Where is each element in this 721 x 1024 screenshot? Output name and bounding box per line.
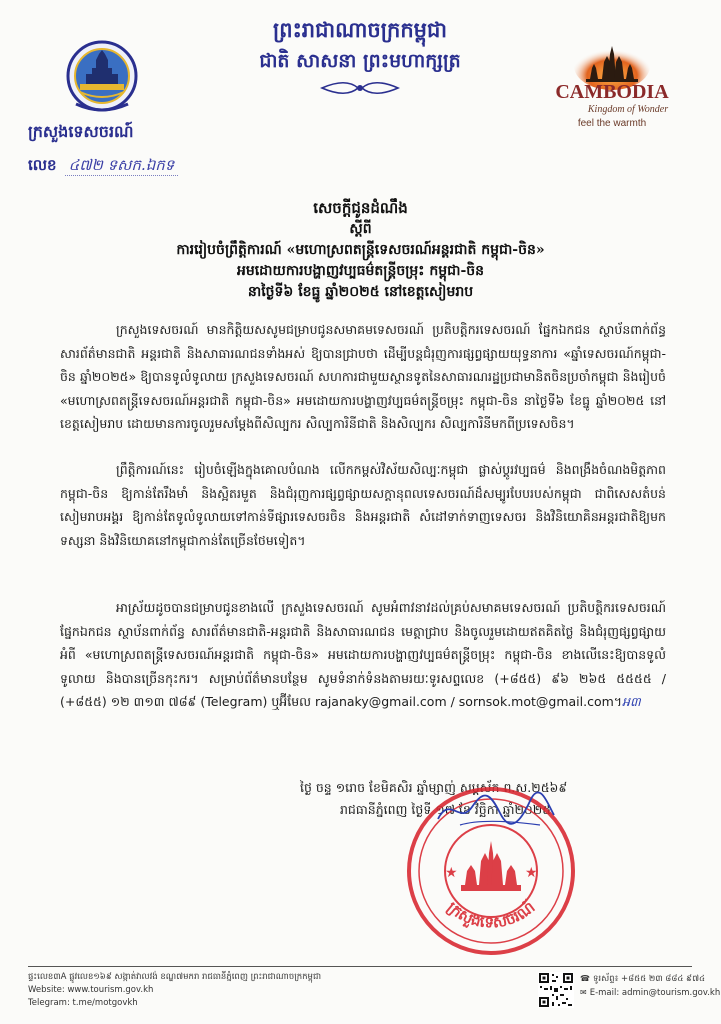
ministry-seal-icon bbox=[66, 40, 138, 116]
notice-subject-label: ស្ដីពី bbox=[349, 221, 372, 237]
footer-phone: ទូរស័ព្ទ៖ +៨៥៥ ២៣ ៨៨៤ ៩៧៤ bbox=[593, 974, 706, 984]
ornament-divider-icon bbox=[320, 80, 400, 96]
svg-text:★: ★ bbox=[525, 865, 538, 881]
svg-text:★: ★ bbox=[445, 865, 458, 881]
notice-subject-line-1: ការរៀបចំព្រឹត្តិការណ៍ «មហោស្រពតន្ត្រីទេសចរណ៍អន្តរជាតិ កម្ពុជា-ចិន» bbox=[176, 242, 545, 258]
contact-email-2[interactable]: sornsok.mot@gmail.com bbox=[458, 694, 614, 709]
footer-website[interactable]: Website: www.tourism.gov.kh bbox=[28, 985, 154, 995]
notice-title-block bbox=[40, 198, 681, 303]
brand-tagline-1: Kingdom of Wonder bbox=[587, 104, 669, 115]
svg-text:ក្រសួងទេសចរណ៍ bbox=[444, 897, 539, 932]
qr-code-icon bbox=[538, 972, 574, 1008]
lunar-date: ថ្ងៃ ចន្ទ ១រោច ខែមិគសិរ ឆ្នាំម្សាញ់ សប្តស័ក ព.ស.២៥៦៩ bbox=[300, 780, 568, 795]
ministry-name: ក្រសួងទេសចរណ៍ bbox=[28, 122, 134, 141]
reference-label: លេខ bbox=[28, 156, 57, 174]
notice-title: សេចក្ដីជូនដំណឹង bbox=[313, 199, 408, 217]
footer-email-row bbox=[580, 986, 721, 1000]
reference-value: ៤៧២ ទសក.ឯកទ bbox=[65, 155, 179, 176]
notice-subject-line-2: អមដោយការបង្ហាញវប្បធម៌តន្ត្រីចម្រុះ កម្ពុជា-ចិន bbox=[236, 263, 485, 279]
footer-divider bbox=[28, 966, 692, 967]
footer-address: ផ្ទះលេខ៣A ផ្លូវលេខ១៦៩ សង្កាត់វាលវង់ ខណ្ឌ៧មករា រាជធានីភ្នំពេញ ព្រះរាជាណាចក្រកម្ពុជា bbox=[28, 972, 322, 982]
kingdom-heading: ព្រះរាជាណាចក្រកម្ពុជា bbox=[272, 17, 447, 42]
solar-date-place: រាជធានីភ្នំពេញ ថ្ងៃទី ១៧ ខែ វិច្ឆិកា ឆ្នាំ២០២៥ bbox=[340, 802, 552, 817]
footer-email[interactable]: E-mail: admin@tourism.gov.kh bbox=[589, 988, 721, 998]
email-separator: / bbox=[446, 694, 459, 709]
contact-email-1[interactable]: rajanaky@gmail.com bbox=[315, 694, 447, 709]
footer-contact-right bbox=[580, 972, 721, 1000]
footer-phone-row bbox=[580, 972, 710, 986]
reference-number bbox=[28, 155, 288, 176]
body-paragraph-3-text: អាស្រ័យដូចបានជម្រាបជូនខាងលើ ក្រសួងទេសចរណ៍ សូមអំពាវនាវដល់គ្រប់សមាគមទេសចរណ៍ ប្រតិបត្តិករទេសចរណ៍ ផ្នែកឯកជន ស្ថាប័នពាក់ព័ន្ធ សារព័ត៌មានជាតិ-អន្តរជាតិ និងសាធារណជន មេត្តាជ្រាប និងចូលរួមដោយឥតគិតថ្លៃ និងជំរុញផ្សព្វផ្សាយអំពី «មហោស្រពតន្ត្រីទេសចរណ៍អន្តរជាតិ កម្ពុជា-ចិន» អមដោយការបង្ហាញវប្បធម៌តន្ត្រីចម្រុះ កម្ពុជា-ចិន ខាងលើនេះឱ្យបានទូលំទូលាយ និងបានច្រើនកុះករ។ សម្រាប់ព័ត៌មានបន្ថែម សូមទំនាក់ទំនងតាមរយៈទូរសព្ទលេខ (+៨៥៥) ៩៦ ២៦៥ ៥៥៥៥ / (+៨៥៥) ១២ ៣១៣ ៧៨៩ (Telegram) ឬអ៊ីមែល bbox=[60, 600, 666, 709]
national-motto: ជាតិ សាសនា ព្រះមហាក្សត្រ bbox=[259, 50, 461, 72]
notice-subject-line-3: នាថ្ងៃទី៦ ខែធ្នូ ឆ្នាំ២០២៥ នៅខេត្តសៀមរាប bbox=[247, 284, 474, 300]
brand-name: CAMBODIA bbox=[555, 81, 669, 103]
mail-icon: ✉ bbox=[580, 988, 587, 997]
body-paragraph-2: ព្រឹត្តិការណ៍នេះ រៀបចំឡើងក្នុងគោលបំណង លើកកម្ពស់វិស័យសិល្បៈកម្ពុជា ផ្លាស់ប្ដូរវប្បធម៌ និងពង្រឹងចំណងមិត្តភាព កម្ពុជា-ចិន ឱ្យកាន់តែរឹងមាំ និងស្អិតរមួត និងជំរុញការផ្សព្វផ្សាយសក្ដានុពលទេសចរណ៍ដ៏សម្បូរបែបរបស់កម្ពុជា ជាពិសេសតំបន់សៀមរាបអង្គរ ឱ្យកាន់តែទូលំទូលាយទៅកាន់ទីផ្សារទេសចរចិន និងអន្តរជាតិ សំដៅទាក់ទាញទេសចរ និងវិនិយោគិនអន្តរជាតិឱ្យមកទស្សនា និងវិនិយោគនៅកម្ពុជាកាន់តែច្រើនថែមទៀត។ bbox=[60, 462, 666, 548]
handwritten-initials: អ៣ bbox=[622, 694, 641, 709]
footer-telegram[interactable]: Telegram: t.me/motgovkh bbox=[28, 998, 138, 1008]
stamp-text: ក្រសួងទេសចរណ៍ bbox=[443, 897, 539, 932]
cambodia-brand-logo bbox=[530, 38, 695, 134]
footer-contact-left bbox=[28, 971, 448, 1010]
signature-icon bbox=[430, 785, 560, 835]
phone-icon: ☎ bbox=[580, 974, 590, 983]
body-paragraph-3 bbox=[60, 596, 666, 714]
brand-tagline-2: feel the warmth bbox=[577, 118, 647, 129]
body-paragraph-1: ក្រសួងទេសចរណ៍ មានកិត្តិយសសូមជម្រាបជូនសមាគមទេសចរណ៍ ប្រតិបត្តិករទេសចរណ៍ ផ្នែកឯកជន ស្ថាប័នពាក់ព័ន្ធ សារព័ត៌មានជាតិ អន្តរជាតិ និងសាធារណជនទាំងអស់ ឱ្យបានជ្រាបថា ដើម្បីបន្តជំរុញការផ្សព្វផ្សាយយុទ្ធនាការ «ឆ្នាំទេសចរណ៍កម្ពុជា-ចិន ឆ្នាំ២០២៥» ឱ្យបានទូលំទូលាយ ក្រសួងទេសចរណ៍ សហការជាមួយស្ថានទូតនៃសាធារណរដ្ឋប្រជាមានិតចិនប្រចាំកម្ពុជា និងរៀបចំ «មហោស្រពតន្ត្រីទេសចរណ៍អន្តរជាតិ កម្ពុជា-ចិន» អមដោយការបង្ហាញវប្បធម៌តន្ត្រីចម្រុះ កម្ពុជា-ចិន នាថ្ងៃទី៦ ខែធ្នូ ឆ្នាំ២០២៥ នៅខេត្តសៀមរាប ដោយមានការចូលរួមសម្ដែងពីសិល្បករ សិល្បការិនីជាតិ និងសិល្បករ សិល្បការិនីមកពីប្រទេសចិន។ bbox=[60, 322, 666, 431]
paragraph-end-mark: ។ bbox=[613, 694, 623, 709]
